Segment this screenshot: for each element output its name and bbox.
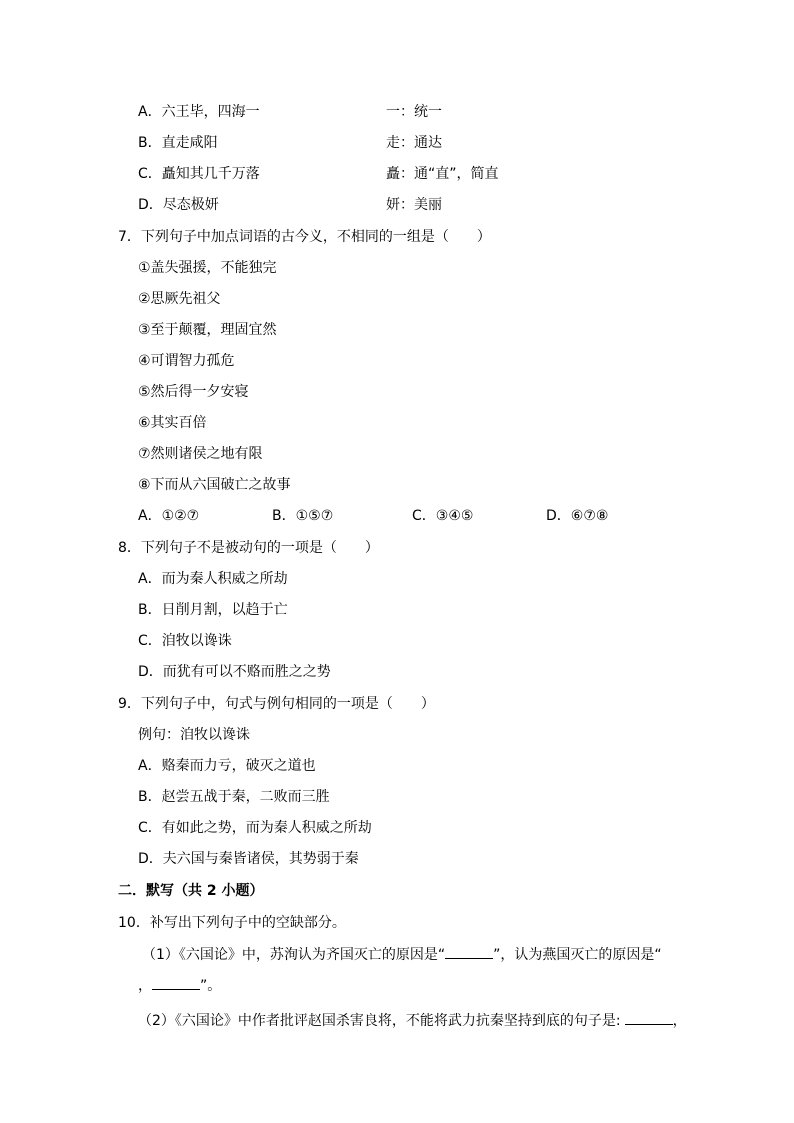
- q6-option-c: C．矗知其几千万落: [138, 166, 260, 182]
- q9-example: 例句：洎牧以谗诛: [138, 727, 250, 743]
- q9-option-c: C．有如此之势，而为秦人积威之所劫: [138, 820, 372, 836]
- section-2-heading: 二．默写（共 2 小题）: [118, 883, 264, 899]
- q10-blank-2[interactable]: [152, 975, 200, 990]
- q9-option-d: D．夫六国与秦皆诸侯，其势弱于秦: [138, 851, 359, 867]
- q9-option-a: A．赂秦而力亏，破灭之道也: [138, 758, 316, 774]
- q6-option-a-sentence: A．六王毕，四海一: [138, 104, 260, 120]
- q7-item-6: ⑥其实百倍: [138, 415, 207, 431]
- q7-item-7: ⑦然则诸侯之地有限: [138, 446, 263, 462]
- q10-blank-1[interactable]: [445, 944, 493, 959]
- q8-option-b: B．日削月割，以趋于亡: [138, 602, 288, 618]
- q8-option-c: C．洎牧以谗诛: [138, 633, 232, 649]
- q10-part1-line2: ， ”。: [138, 975, 221, 995]
- q6-option-c-gloss: 矗：通“直”，简直: [386, 166, 499, 182]
- q7-choice-a: A．①②⑦: [138, 508, 200, 524]
- q7-choice-b: B．①⑤⑦: [272, 508, 334, 524]
- q7-item-4: ④可谓智力孤危: [138, 353, 235, 369]
- q7-item-5: ⑤然后得一夕安寝: [138, 384, 249, 400]
- q6-option-b-gloss: 走：通达: [386, 135, 442, 151]
- q7-choice-c: C．③④⑤: [412, 508, 474, 524]
- q7-item-8: ⑧下而从六国破亡之故事: [138, 477, 291, 493]
- q6-option-b: B．直走咸阳: [138, 135, 218, 151]
- q6-option-a: [138, 102, 260, 122]
- q6-option-d: D．尽态极妍: [138, 197, 219, 213]
- q6-option-d-gloss: 妍：美丽: [386, 197, 442, 213]
- q7-choice-d: D．⑥⑦⑧: [546, 508, 609, 524]
- q7-choices: [0, 506, 794, 526]
- q8-option-a: A．而为秦人积威之所劫: [138, 571, 288, 587]
- q7-item-2: ②思厥先祖父: [138, 291, 221, 307]
- q7-stem: 7．下列句子中加点词语的古今义，不相同的一组是（ ）: [118, 229, 491, 245]
- q7-item-3: ③至于颠覆，理固宜然: [138, 322, 277, 338]
- q9-option-b: B．赵尝五战于秦，二败而三胜: [138, 789, 330, 805]
- q10-part1-line1: （1）《六国论》中，苏洵认为齐国灭亡的原因是“ ”，认为燕国灭亡的原因是“: [142, 944, 662, 964]
- q8-option-d: D．而犹有可以不赂而胜之之势: [138, 664, 331, 680]
- q10-part2-line1: （2）《六国论》中作者批评赵国杀害良将，不能将武力抗秦坚持到底的句子是: ，: [138, 1010, 687, 1030]
- q8-stem: 8．下列句子不是被动句的一项是（ ）: [118, 540, 379, 556]
- q10-blank-3[interactable]: [625, 1010, 673, 1025]
- q9-stem: 9．下列句子中，句式与例句相同的一项是（ ）: [118, 696, 435, 712]
- q10-stem: 10．补写出下列句子中的空缺部分。: [118, 915, 346, 931]
- q7-item-1: ①盖失强援，不能独完: [138, 260, 277, 276]
- q6-option-a-gloss: 一：统一: [386, 104, 442, 120]
